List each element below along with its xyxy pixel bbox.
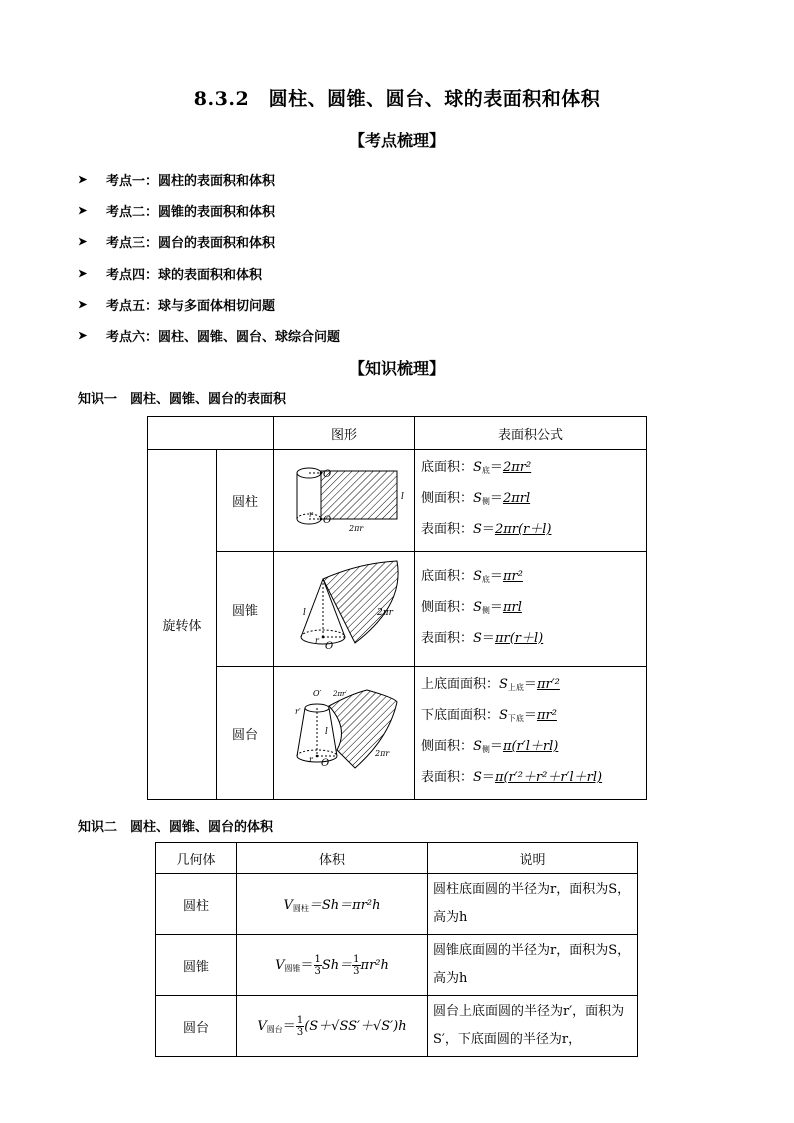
row-name-cone: 圆锥 — [217, 552, 274, 667]
frustum-volume-note: 圆台上底面圆的半径为r′，面积为S′，下底面圆的半径为r， — [428, 996, 638, 1057]
svg-text:r: r — [309, 755, 313, 764]
list-item: ➤ 考点五：球与多面体相切问题 — [78, 297, 276, 314]
cylinder-net-icon — [279, 459, 409, 539]
arrow-bullet-icon: ➤ — [78, 173, 88, 187]
list-item: ➤ 考点六：圆柱、圆锥、圆台、球综合问题 — [78, 329, 341, 346]
row-name-frustum: 圆台 — [156, 996, 237, 1057]
surface-area-table — [147, 416, 647, 800]
header-note: 说明 — [428, 843, 638, 874]
svg-text:r: r — [315, 635, 319, 645]
page-title: 8.3.2 圆柱、圆锥、圆台、球的表面积和体积 — [193, 88, 601, 110]
list-item: ➤ 考点三：圆台的表面积和体积 — [78, 235, 276, 252]
svg-text:r: r — [309, 509, 313, 519]
svg-text:l: l — [303, 607, 306, 618]
svg-text:O′: O′ — [313, 689, 322, 698]
cone-volume-note: 圆锥底面圆的半径为r，面积为S，高为h — [428, 935, 638, 996]
frustum-net-icon — [279, 676, 409, 786]
svg-text:l: l — [325, 727, 328, 737]
formula-line: 侧面积：$S_侧=\pi rl$ — [421, 599, 522, 615]
cone-formulas — [415, 552, 647, 667]
header-volume: 体积 — [237, 843, 428, 874]
row-name-cylinder: 圆柱 — [217, 450, 274, 552]
arrow-bullet-icon: ➤ — [78, 204, 88, 218]
list-item: ➤ 考点二：圆锥的表面积和体积 — [78, 204, 276, 221]
arrow-bullet-icon: ➤ — [78, 329, 88, 343]
volume-table — [155, 842, 638, 1057]
row-name-cone: 圆锥 — [156, 935, 237, 996]
cone-figure — [274, 552, 415, 667]
group-label: 旋转体 — [148, 450, 217, 800]
formula-line: 表面积：S＝2πr(r＋l) — [421, 522, 552, 537]
kaodian-list — [78, 164, 340, 351]
frustum-figure — [274, 667, 415, 800]
svg-text:O: O — [323, 514, 332, 526]
list-item: ➤ 考点四：球的表面积和体积 — [78, 266, 263, 283]
knowledge2-heading: 知识二 圆柱、圆锥、圆台的体积 — [78, 820, 274, 835]
header-figure: 图形 — [274, 417, 415, 450]
header-solid: 几何体 — [156, 843, 237, 874]
formula-line: 表面积：S＝π(r′²＋r²＋r′l＋rl) — [421, 770, 603, 785]
svg-text:2πr: 2πr — [377, 607, 393, 618]
cone-net-icon — [279, 555, 409, 660]
section-heading-kaodian: 【考点梳理】 — [348, 131, 445, 150]
header-formula: 表面积公式 — [415, 417, 647, 450]
svg-text:2πr: 2πr — [349, 523, 364, 533]
cylinder-formulas — [415, 450, 647, 552]
svg-text:2πr: 2πr — [375, 749, 390, 758]
section-heading-zhishi: 【知识梳理】 — [348, 359, 445, 378]
formula-line: 底面积：$S_底=2\pi r^2$ — [421, 460, 532, 475]
arrow-bullet-icon: ➤ — [78, 235, 88, 249]
formula-line: 侧面积：$S_侧=\pi(r'l+rl)$ — [421, 739, 559, 754]
svg-text:O: O — [325, 640, 334, 652]
formula-line: 上底面面积：$S_{上底}=\pi r'^2$ — [421, 677, 560, 692]
svg-text:l: l — [401, 491, 404, 502]
formula-line: 下底面面积：$S_{下底}=\pi r^2$ — [421, 708, 557, 723]
formula-line: 底面积：$S_底=\pi r^2$ — [421, 568, 523, 584]
list-item: ➤ 考点一：圆柱的表面积和体积 — [78, 173, 276, 190]
arrow-bullet-icon: ➤ — [78, 266, 88, 280]
empty-header-cell — [148, 417, 274, 450]
frustum-formulas — [415, 667, 647, 800]
formula-line: 侧面积：$S_侧=2\pi rl$ — [421, 491, 531, 506]
svg-text:r′: r′ — [295, 707, 301, 716]
row-name-cylinder: 圆柱 — [156, 874, 237, 935]
frustum-volume-formula: $V_{圆台}=$ $\frac{1}{3}$ (S＋√SS′＋√S′)h — [237, 996, 428, 1057]
knowledge1-heading: 知识一 圆柱、圆锥、圆台的表面积 — [78, 392, 287, 407]
cylinder-volume-note: 圆柱底面圆的半径为r，面积为S，高为h — [428, 874, 638, 935]
cylinder-figure — [274, 450, 415, 552]
formula-line: 表面积：S＝πr(r＋l) — [421, 630, 544, 646]
svg-text:O: O — [321, 758, 330, 769]
cone-volume-formula: $V_{圆锥}=$ $\frac{1}{3}$ Sh＝ $\frac{1}{3}$ πr²h — [237, 935, 428, 996]
arrow-bullet-icon: ➤ — [78, 297, 88, 311]
svg-text:2πr′: 2πr′ — [333, 690, 347, 698]
row-name-frustum: 圆台 — [217, 667, 274, 800]
svg-text:O: O — [323, 468, 332, 480]
cylinder-volume-formula: $V_{圆柱}=Sh=\pi r^2h$ — [237, 874, 428, 935]
